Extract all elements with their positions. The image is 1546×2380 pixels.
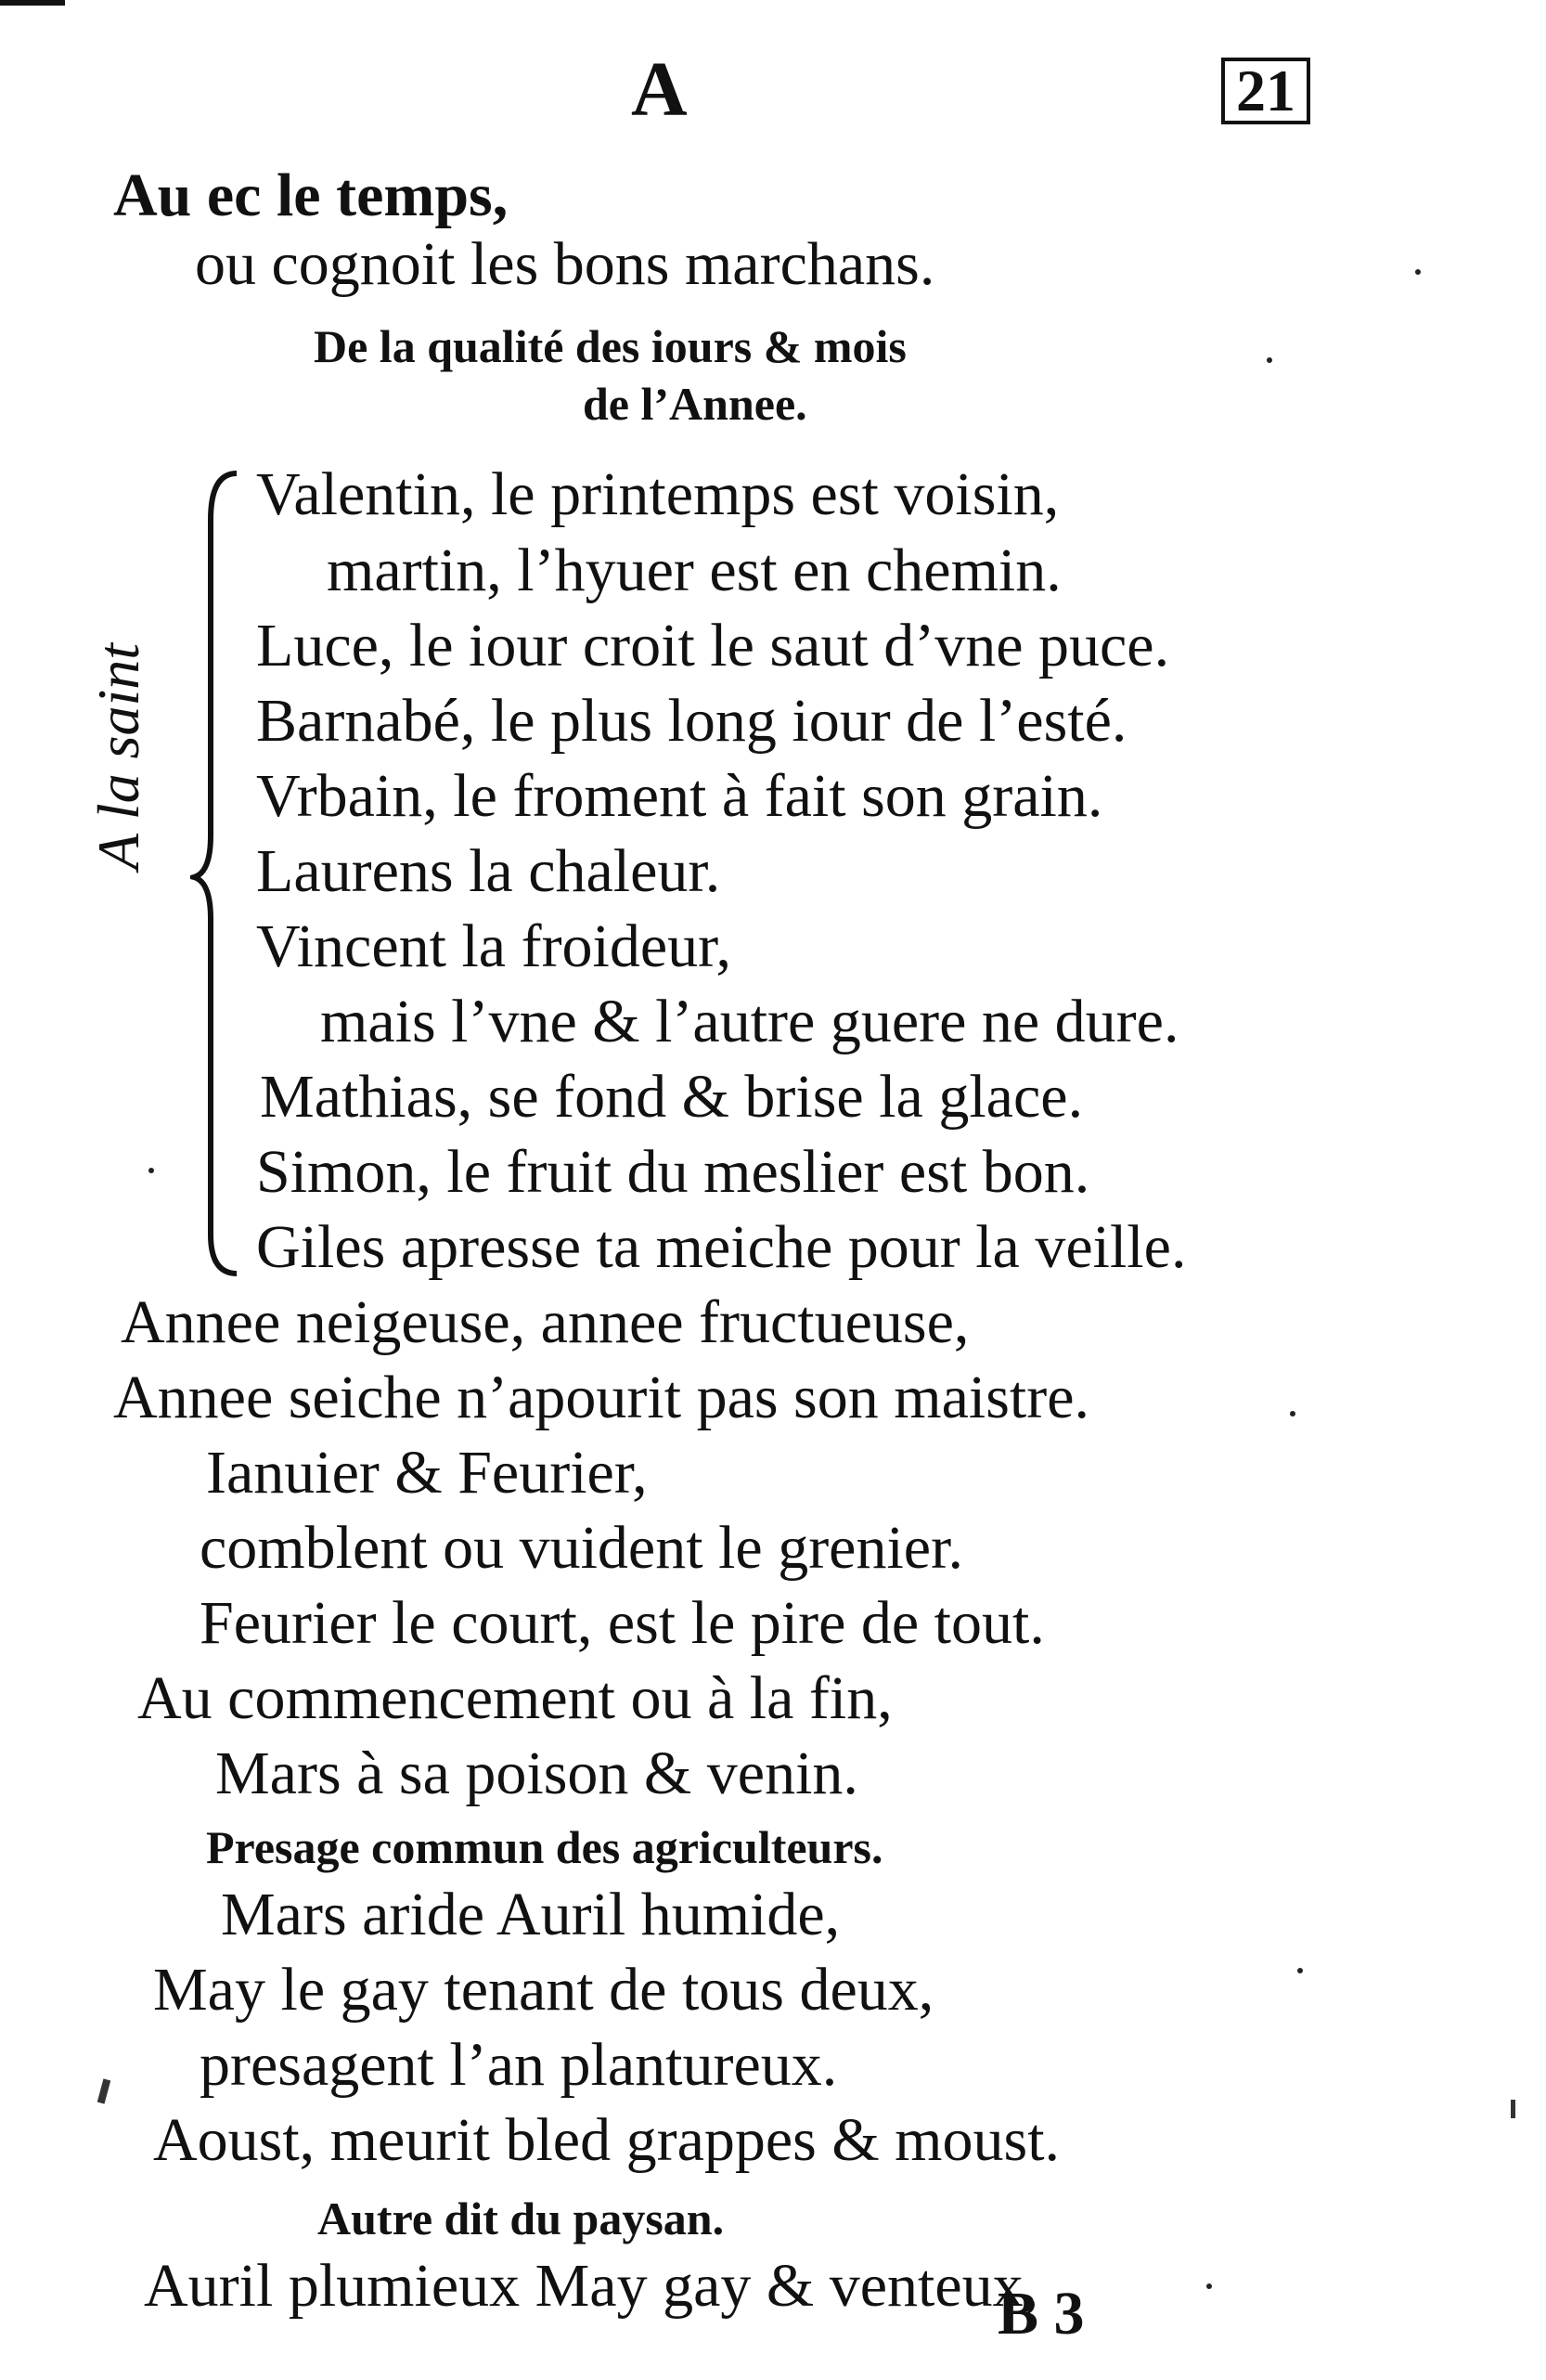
- margin-sidenote: A la saint: [85, 642, 151, 871]
- text-line: Feurier le court, est le pire de tout.: [200, 1589, 1045, 1657]
- ink-speck: [1290, 1411, 1295, 1416]
- text-line: May le gay tenant de tous deux,: [153, 1956, 934, 2024]
- curly-brace-icon: [190, 464, 246, 1281]
- section-heading: Autre dit du paysan.: [317, 2192, 725, 2244]
- section-heading: de l’Annee.: [583, 378, 807, 430]
- text-line: Barnabé, le plus long iour de l’esté.: [256, 687, 1127, 755]
- text-line: Laurens la chaleur.: [256, 837, 721, 905]
- ink-speck: [148, 1168, 154, 1173]
- ink-smudge: [1511, 2100, 1515, 2118]
- top-rule: [0, 0, 65, 6]
- text-line: Annee seiche n’apourit pas son maistre.: [113, 1364, 1090, 1431]
- text-line: Vrbain, le froment à fait son grain.: [256, 762, 1103, 830]
- ink-smudge: [97, 2078, 110, 2103]
- text-line: martin, l’hyuer est en chemin.: [327, 537, 1062, 604]
- running-head-letter: A: [631, 46, 688, 133]
- text-line: Ianuier & Feurier,: [206, 1439, 648, 1507]
- text-line: Valentin, le printemps est voisin,: [256, 460, 1060, 528]
- section-heading: Presage commun des agriculteurs.: [206, 1821, 883, 1873]
- text-line: Au commencement ou à la fin,: [137, 1664, 893, 1732]
- ink-speck: [1415, 269, 1421, 275]
- text-line: Au ec le temps,: [113, 162, 509, 229]
- text-line: mais l’vne & l’autre guere ne dure.: [320, 988, 1179, 1055]
- text-line: Aoust, meurit bled grappes & moust.: [153, 2106, 1061, 2174]
- text-line: Annee neigeuse, annee fructueuse,: [121, 1288, 970, 1356]
- text-line: comblent ou vuident le grenier.: [200, 1514, 963, 1582]
- text-line: Vincent la froideur,: [256, 912, 732, 980]
- text-line: Mathias, se fond & brise la glace.: [260, 1063, 1084, 1131]
- text-line: Mars à sa poison & venin.: [215, 1740, 858, 1807]
- ink-speck: [1297, 1968, 1303, 1973]
- ink-speck: [1267, 357, 1272, 363]
- text-line: Simon, le fruit du meslier est bon.: [256, 1138, 1090, 1206]
- text-line: Luce, le iour croit le saut d’vne puce.: [256, 612, 1170, 679]
- text-line: presagent l’an plantureux.: [200, 2031, 838, 2099]
- ink-speck: [1206, 2283, 1212, 2289]
- signature-mark: B 3: [998, 2280, 1085, 2348]
- text-line: Giles apresse ta meiche pour la veille.: [256, 1213, 1187, 1281]
- section-heading: De la qualité des iours & mois: [314, 320, 907, 372]
- text-line: Auril plumieux May gay & venteux,: [144, 2252, 1039, 2320]
- text-line: ou cognoit les bons marchans.: [195, 230, 935, 298]
- page-number: 21: [1221, 58, 1310, 124]
- text-line: Mars aride Auril humide,: [221, 1881, 841, 1948]
